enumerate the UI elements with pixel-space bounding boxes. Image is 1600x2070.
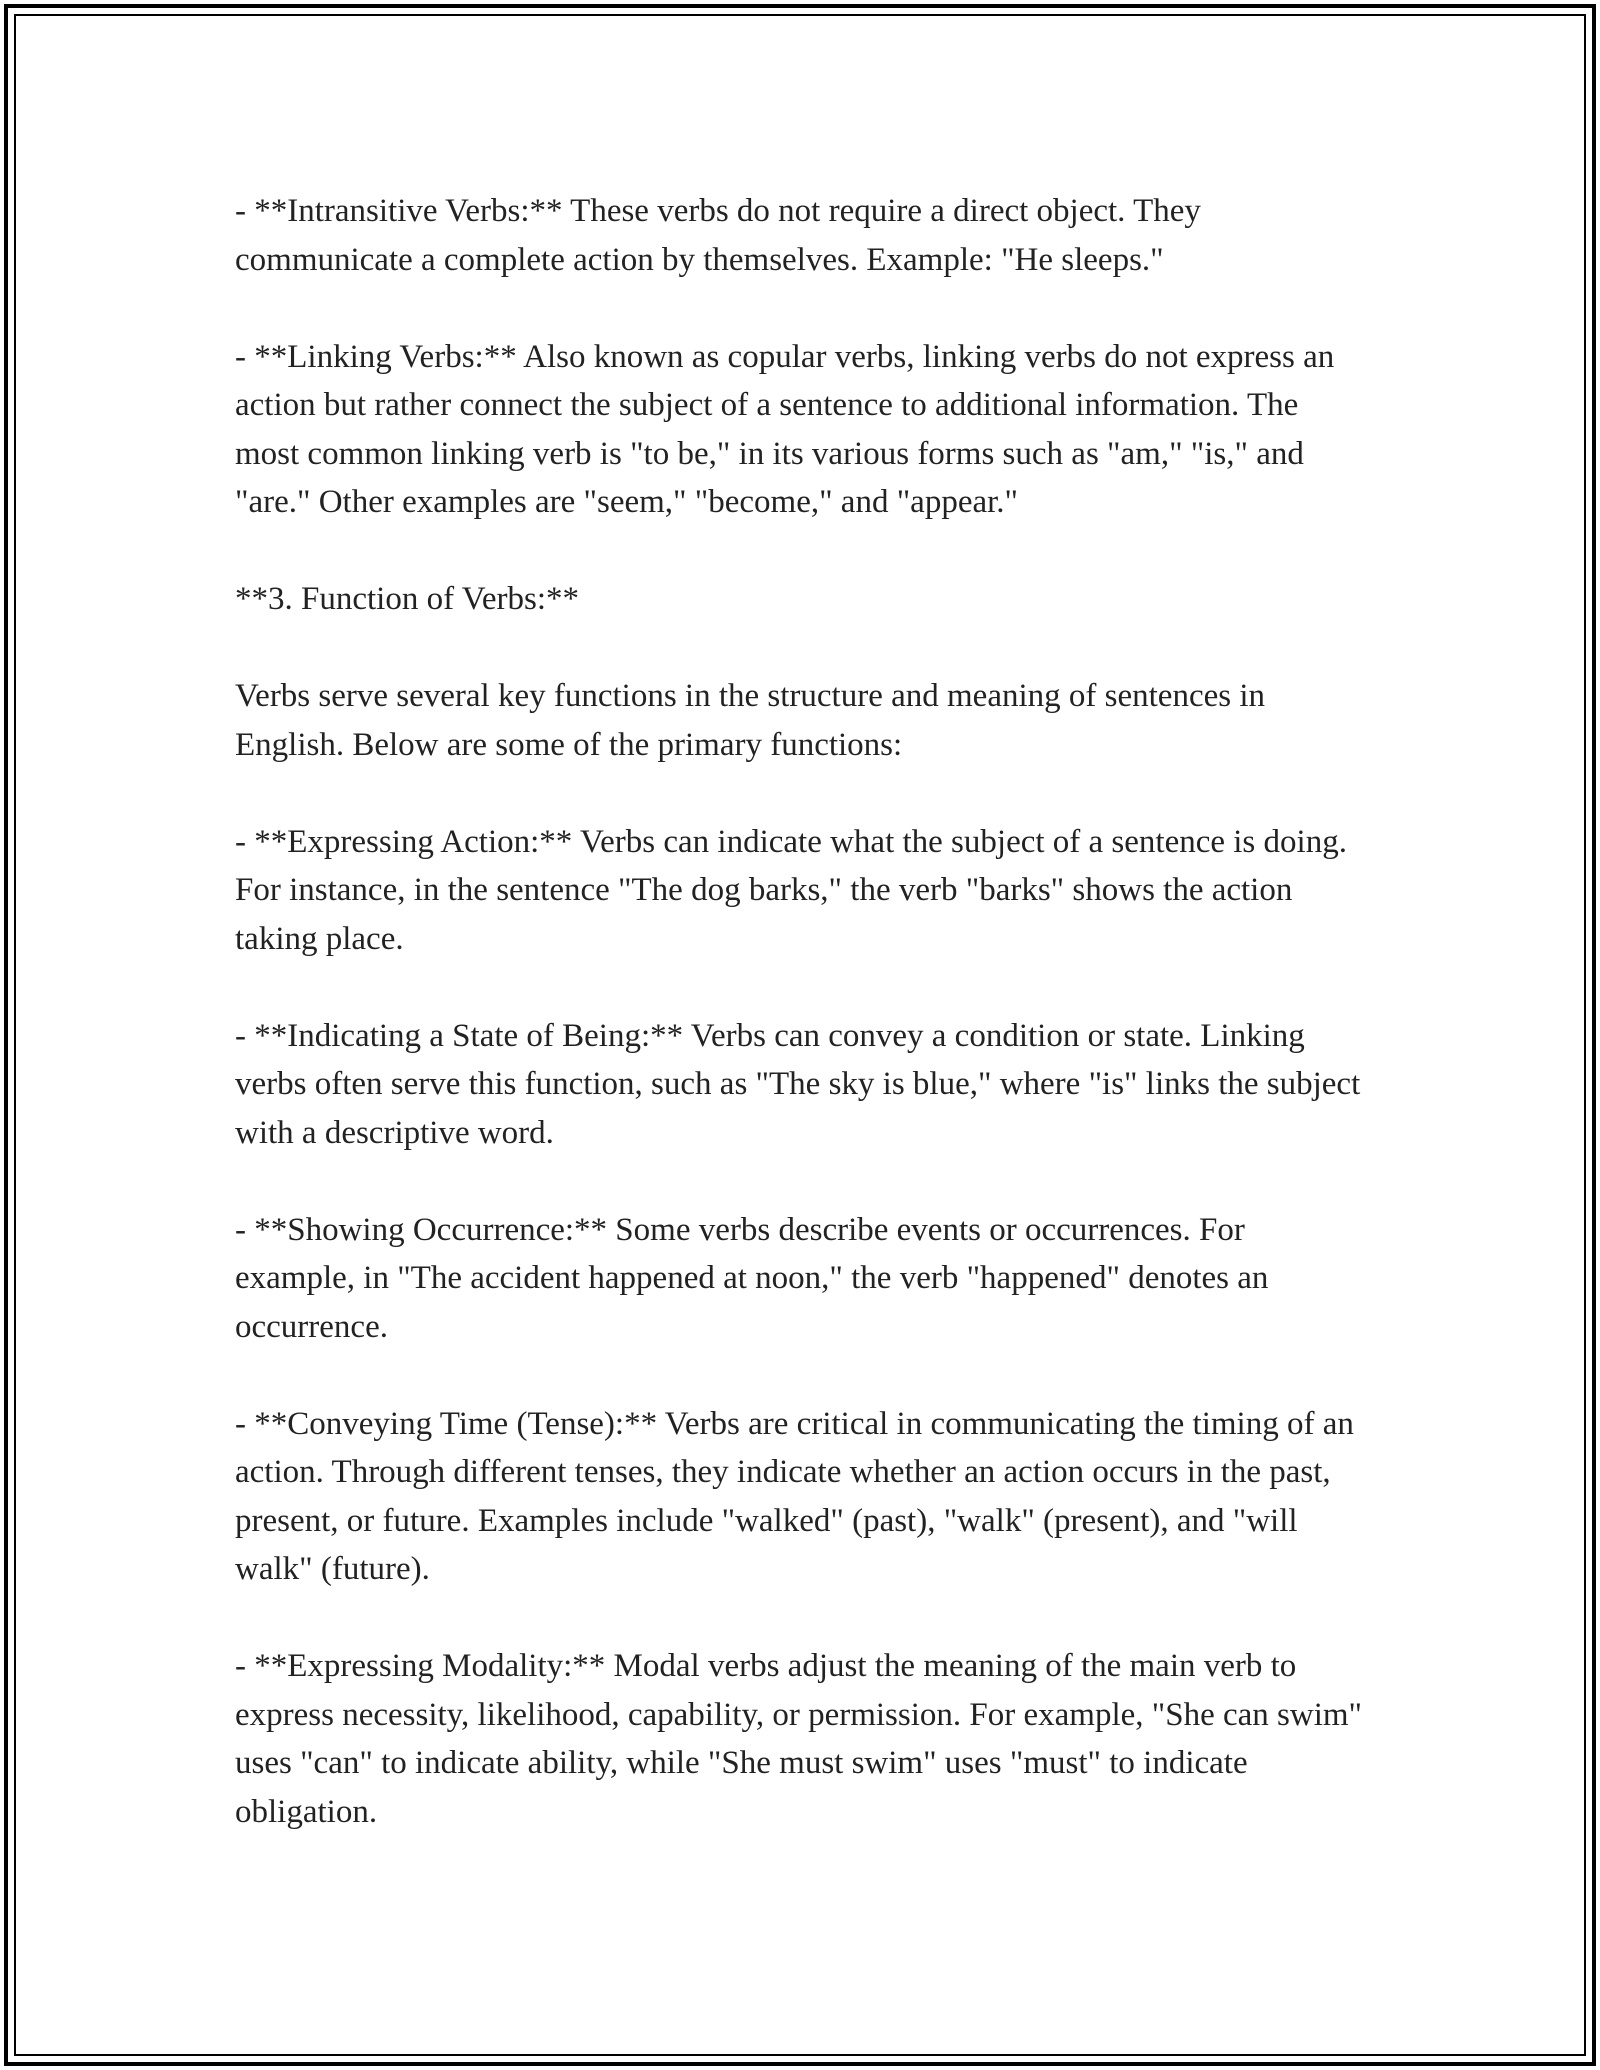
document-body: [235, 187, 1370, 1885]
paragraph-linking-verbs: - **Linking Verbs:** Also known as copular verbs, linking verbs do not express an action but rather connect the subject of a sentence to additional information. The most common linking verb is "to be," in its various forms such as "am," "is," and "are." Other examples are "seem," "become," and "appear.": [235, 338, 1335, 520]
paragraph-intransitive-verbs: - **Intransitive Verbs:** These verbs do not require a direct object. They communicate a complete action by themselves. Example: "He sleeps.": [235, 193, 1201, 278]
section-heading-function-of-verbs: **3. Function of Verbs:**: [235, 581, 580, 617]
paragraph-conveying-time: - **Conveying Time (Tense):** Verbs are critical in communicating the timing of an action. Through different tenses, they indicate whether an action occurs in the past, present, or future. Examples include "walked" (past), "walk" (present), and "will walk" (future).: [235, 1405, 1354, 1587]
paragraph-functions-intro: Verbs serve several key functions in the structure and meaning of sentences in English. Below are some of the primary functions:: [235, 678, 1265, 763]
paragraph-expressing-modality: - **Expressing Modality:** Modal verbs adjust the meaning of the main verb to express necessity, likelihood, capability, or permission. For example, "She can swim" uses "can" to indicate ability, while "She must swim" uses "must" to indicate obligation.: [235, 1648, 1363, 1830]
paragraph-state-of-being: - **Indicating a State of Being:** Verbs can convey a condition or state. Linking verbs often serve this function, such as "The sky is blue," where "is" links the subject with a descriptive word.: [235, 1017, 1361, 1151]
paragraph-showing-occurrence: - **Showing Occurrence:** Some verbs describe events or occurrences. For example, in "The accident happened at noon," the verb "happened" denotes an occurrence.: [235, 1211, 1269, 1345]
paragraph-expressing-action: - **Expressing Action:** Verbs can indicate what the subject of a sentence is doing. For instance, in the sentence "The dog barks," the verb "barks" shows the action taking place.: [235, 823, 1347, 957]
